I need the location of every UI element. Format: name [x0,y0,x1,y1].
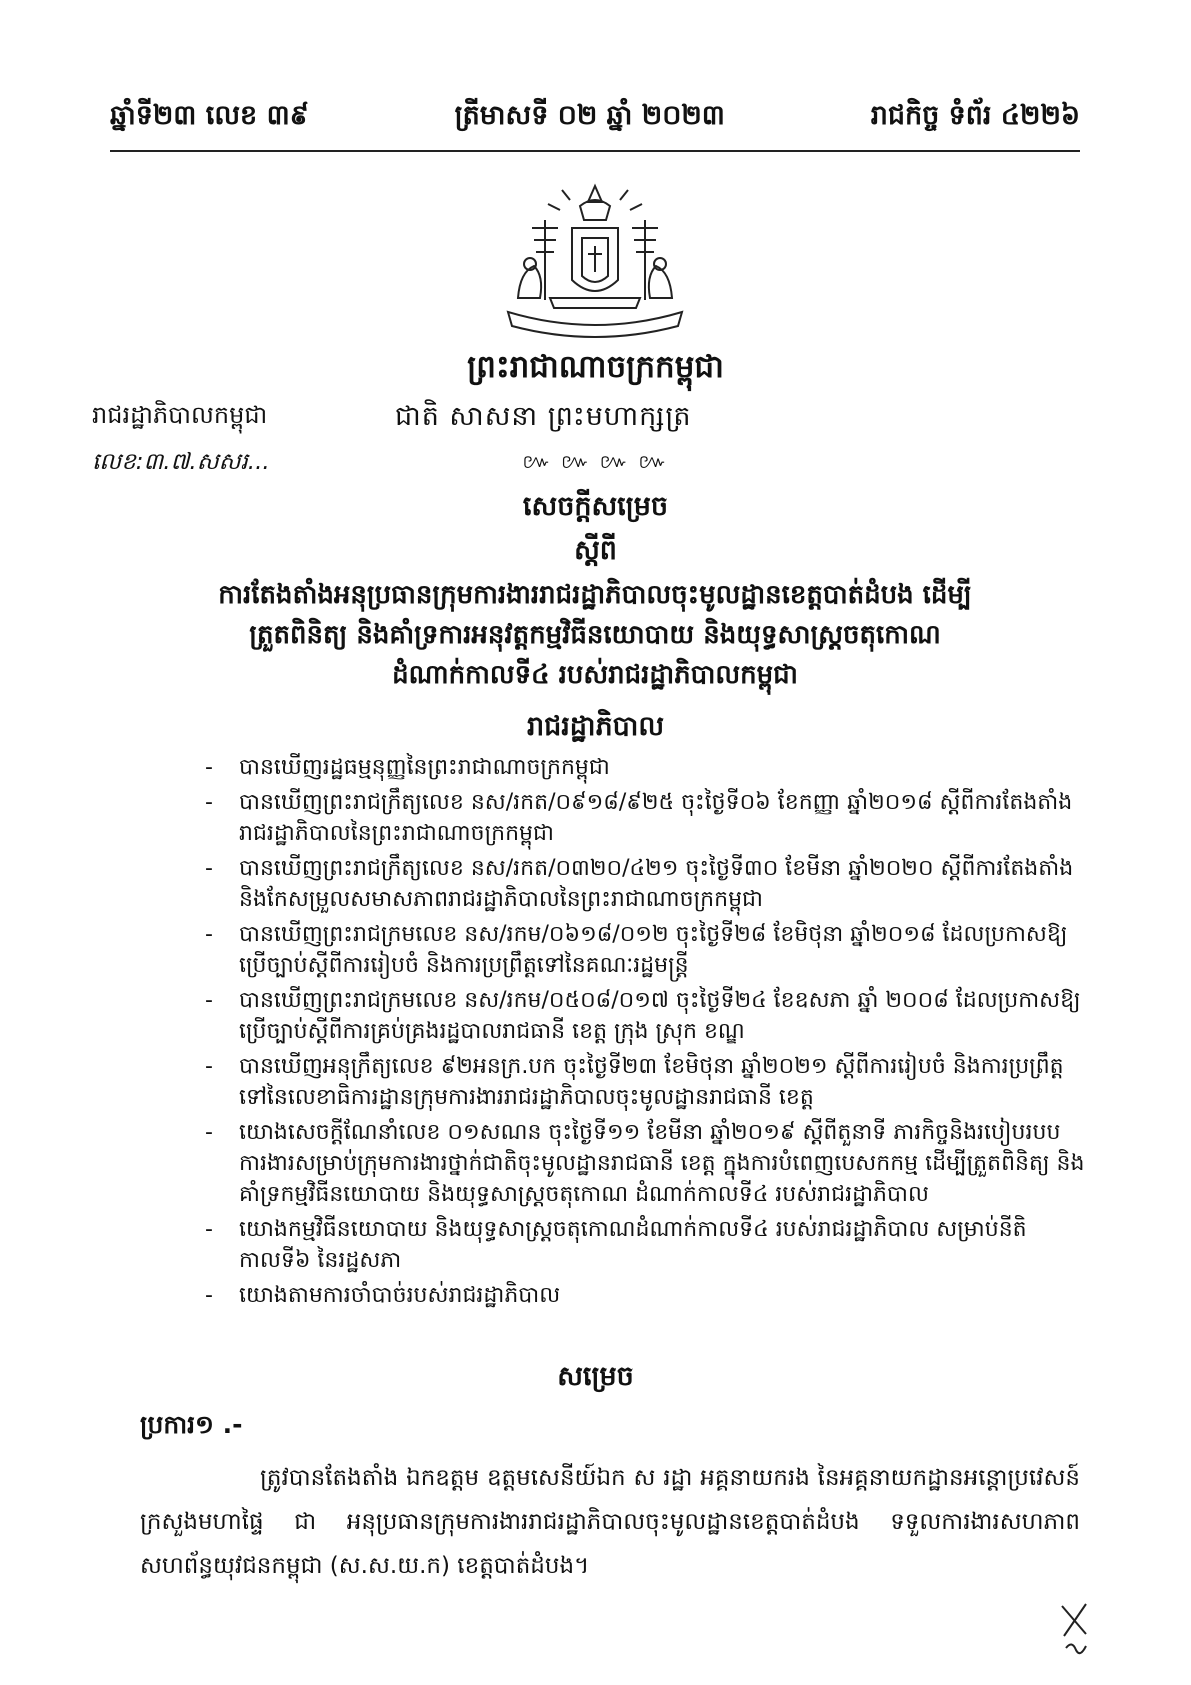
decision-title: សេចក្ដីសម្រេច [522,491,669,522]
article-label: ប្រការ១ .- [140,1410,243,1439]
decides-heading: សម្រេច [557,1361,634,1392]
about-label: ស្ដីពី [574,535,617,566]
gazette-year-issue: ឆ្នាំទី២៣ លេខ ៣៩ [110,100,309,131]
royal-emblem-icon [490,180,700,340]
whereas-item: - បានឃើញរដ្ឋធម្មនុញ្ញនៃព្រះរាជាណាចក្រកម្ពុជា [205,755,610,780]
gazette-page-number: រាជកិច្ច ទំព័រ ៤២២៦ [870,100,1080,131]
reference-number: លេខ:៣.៧.សសរ... [92,449,270,475]
whereas-item: - យោងកម្មវិធីនយោបាយ និងយុទ្ធសាស្ត្រចតុកោណដំណាក់កាលទី៤ របស់រាជរដ្ឋាភិបាល សម្រាប់នីតិកាលទី៦ នៃរដ្ឋសភា [205,1217,1027,1273]
subject-line: ការតែងតាំងអនុប្រធានក្រុមការងាររាជរដ្ឋាភិបាលចុះមូលដ្ឋានខេត្តបាត់ដំបង ដើម្បី [218,580,972,610]
kingdom-title: ព្រះរាជាណាចក្រកម្ពុជា [467,349,724,385]
subject-line: ដំណាក់កាលទី៤ របស់រាជរដ្ឋាភិបាលកម្ពុជា [392,660,798,690]
ornament-divider: ៚ ៚ ៚ ៚ [522,449,669,473]
whereas-item: - បានឃើញព្រះរាជក្រឹត្យលេខ នស/រកត/០៣២០/៤២១ ចុះថ្ងៃទី៣០ ខែមីនា ឆ្នាំ២០២០ ស្ដីពីការតែងតាំង និងកែសម្រួលសមាសភាពរាជរដ្ឋាភិបាលនៃព្រះរាជាណាចក្រកម្ពុជា [205,856,1074,912]
whereas-item: - បានឃើញព្រះរាជក្រមលេខ នស/រកម/០៥០៨/០១៧ ចុះថ្ងៃទី២៤ ខែឧសភា ឆ្នាំ ២០០៨ ដែលប្រកាសឱ្យប្រើច្បាប់ស្ដីពីការគ្រប់គ្រងរដ្ឋបាលរាជធានី ខេត្ត ក្រុង ស្រុក ខណ្ឌ [205,988,1081,1044]
whereas-item: - បានឃើញព្រះរាជក្រឹត្យលេខ នស/រកត/០៩១៨/៩២៥ ចុះថ្ងៃទី០៦ ខែកញ្ញា ឆ្នាំ២០១៨ ស្ដីពីការតែងតាំងរាជរដ្ឋាភិបាលនៃព្រះរាជាណាចក្រកម្ពុជា [205,790,1073,846]
article-body: ត្រូវបានតែងតាំង ឯកឧត្តម ឧត្តមសេនីយ៍ឯក ស រដ្ឋា អគ្គនាយករង នៃអគ្គនាយកដ្ឋានអន្តោប្រវេសន៍ ក្រសួងមហាផ្ទៃ ជា អនុប្រធានក្រុមការងាររាជរដ្ឋាភិបាលចុះមូលដ្ឋានខេត្តបាត់ដំបង ទទួលការងារសហភាពសហព័ន្ធយុវជនកម្ពុជា (ស.ស.យ.ក) ខេត្តបាត់ដំបង។ [140,1465,1080,1579]
whereas-item: - យោងសេចក្ដីណែនាំលេខ ០១សណន ចុះថ្ងៃទី១១ ខែមីនា ឆ្នាំ២០១៩ ស្ដីពីតួនាទី ភារកិច្ចនិងរបៀបរបបការងារសម្រាប់ក្រុមការងារថ្នាក់ជាតិចុះមូលដ្ឋានរាជធានី ខេត្ត ក្នុងការបំពេញបេសកកម្ម ដើម្បីត្រួតពិនិត្យ និងគាំទ្រកម្មវិធីនយោបាយ និងយុទ្ធសាស្ត្រចតុកោណ ដំណាក់កាលទី៤ របស់រាជរដ្ឋាភិបាល [205,1120,1085,1207]
whereas-item: - បានឃើញអនុក្រឹត្យលេខ ៩២អនក្រ.បក ចុះថ្ងៃទី២៣ ខែមិថុនា ឆ្នាំ២០២១ ស្ដីពីការរៀបចំ និងការប្រព្រឹត្តទៅនៃលេខាធិការដ្ឋានក្រុមការងាររាជរដ្ឋាភិបាលចុះមូលដ្ឋានរាជធានី ខេត្ត [205,1054,1064,1110]
whereas-item: - បានឃើញព្រះរាជក្រមលេខ នស/រកម/០៦១៨/០១២ ចុះថ្ងៃទី២៨ ខែមិថុនា ឆ្នាំ២០១៨ ដែលប្រកាសឱ្យប្រើច្បាប់ស្ដីពីការរៀបចំ និងការប្រព្រឹត្តទៅនៃគណៈរដ្ឋមន្ត្រី [205,922,1068,978]
gazette-header [110,88,1080,138]
whereas-list [205,752,1085,1315]
whereas-item: - យោងតាមការចាំបាច់របស់រាជរដ្ឋាភិបាល [205,1283,561,1308]
header-divider [110,150,1080,152]
national-motto: ជាតិ សាសនា ព្រះមហាក្សត្រ [395,401,692,432]
government-heading: រាជរដ្ឋាភិបាល [526,711,665,742]
gazette-date: ត្រីមាសទី ០២ ឆ្នាំ ២០២៣ [454,100,725,131]
handwritten-initials-icon [1052,1596,1102,1666]
subject-line: ត្រួតពិនិត្យ និងគាំទ្រការអនុវត្តកម្មវិធីនយោបាយ និងយុទ្ធសាស្ត្រចតុកោណ [249,620,941,650]
issuing-ministry: រាជរដ្ឋាភិបាលកម្ពុជា [92,401,268,429]
